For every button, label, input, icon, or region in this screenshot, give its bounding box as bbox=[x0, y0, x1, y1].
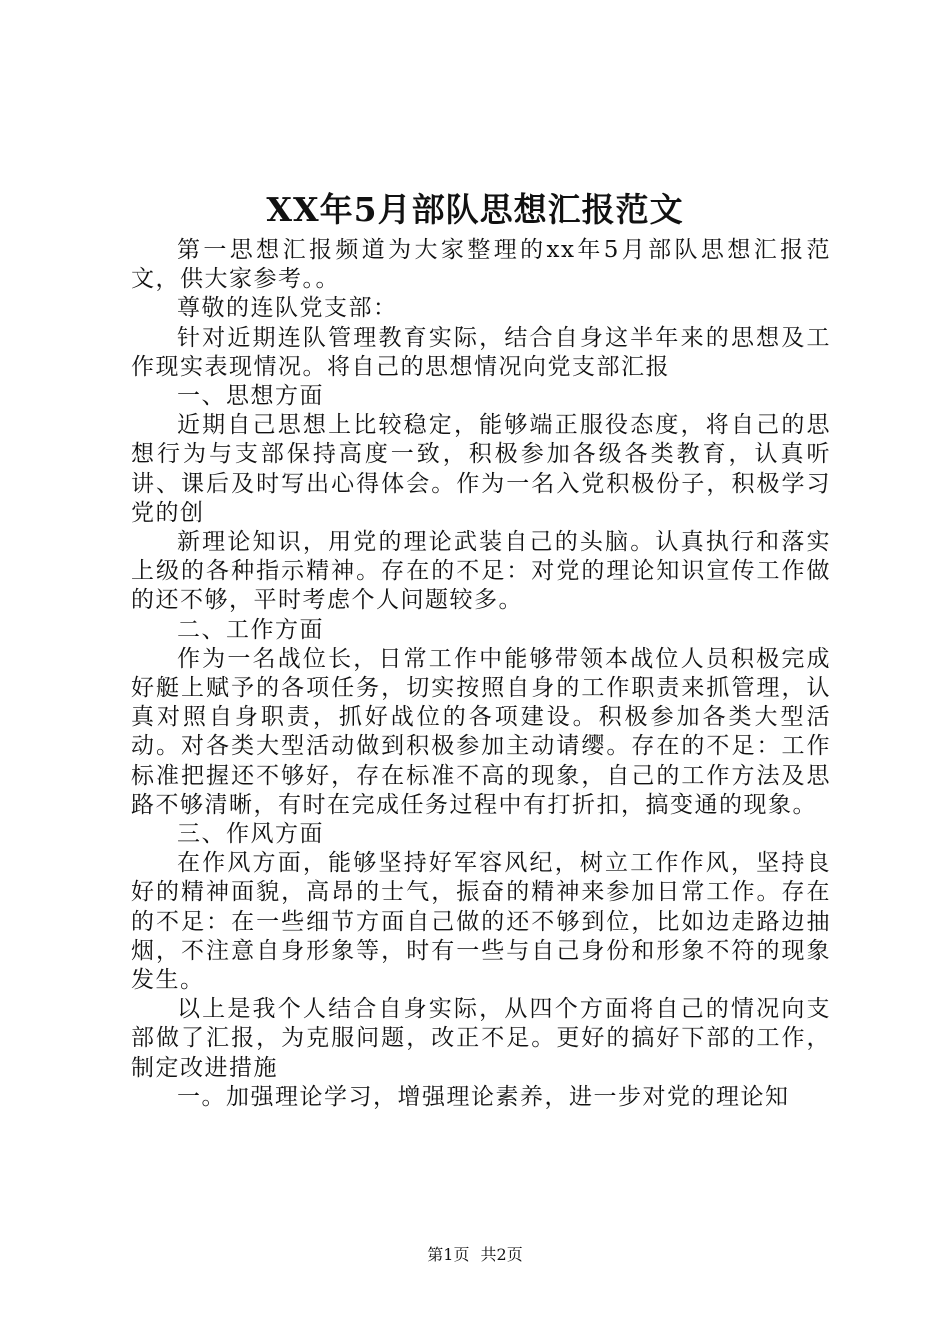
paragraph-measure-1: 一。加强理论学习，增强理论素养，进一步对党的理论知 bbox=[177, 1083, 790, 1110]
paragraph-work: 作为一名战位长，日常工作中能够带领本战位人员积极完成好艇上赋予的各项任务，切实按照自身的工作职责来抓管理，认真对照自身职责，抓好战位的各项建设。积极参加各类大型活动。对各类大型活动做到积极参加主动请缨。存在的不足：工作标准把握还不够好，存在标准不高的现象，自己的工作方法及思路不够清晰，有时在完成任务过程中有打折扣，搞变通的现象。 bbox=[131, 645, 831, 818]
paragraph-preface: 针对近期连队管理教育实际，结合自身这半年来的思想及工作现实表现情况。将自己的思想情况向党支部汇报 bbox=[131, 324, 831, 380]
paragraph-salutation: 尊敬的连队党支部： bbox=[177, 295, 398, 322]
paragraph-style: 在作风方面，能够坚持好军容风纪，树立工作作风，坚持良好的精神面貌，高昂的士气，振奋的精神来参加日常工作。存在的不足：在一些细节方面自己做的还不够到位，比如边走路边抽烟，不注意自身形象等，时有一些与自己身份和形象不符的现象发生。 bbox=[131, 850, 831, 994]
page-total: 共2页 bbox=[480, 1245, 523, 1264]
document-body bbox=[131, 236, 831, 1112]
page-number: 第1页 bbox=[427, 1245, 470, 1264]
paragraph-thought-1: 近期自己思想上比较稳定，能够端正服役态度，将自己的思想行为与支部保持高度一致，积极参加各级各类教育，认真听讲、课后及时写出心得体会。作为一名入党积极份子，积极学习党的创 bbox=[131, 412, 831, 526]
paragraph-intro: 第一思想汇报频道为大家整理的xx年5月部队思想汇报范文，供大家参考。。 bbox=[131, 237, 831, 293]
paragraph-thought-2: 新理论知识，用党的理论武装自己的头脑。认真执行和落实上级的各种指示精神。存在的不足：对党的理论知识宣传工作做的还不够，平时考虑个人问题较多。 bbox=[131, 529, 831, 614]
section-heading-thought: 一、思想方面 bbox=[177, 383, 324, 410]
section-heading-work: 二、工作方面 bbox=[177, 616, 324, 643]
section-heading-style: 三、作风方面 bbox=[177, 821, 324, 848]
paragraph-summary: 以上是我个人结合自身实际，从四个方面将自己的情况向支部做了汇报，为克服问题，改正不足。更好的搞好下部的工作，制定改进措施 bbox=[131, 996, 831, 1081]
page-footer bbox=[0, 1243, 950, 1267]
document-title: XX年5月部队思想汇报范文 bbox=[266, 190, 684, 229]
